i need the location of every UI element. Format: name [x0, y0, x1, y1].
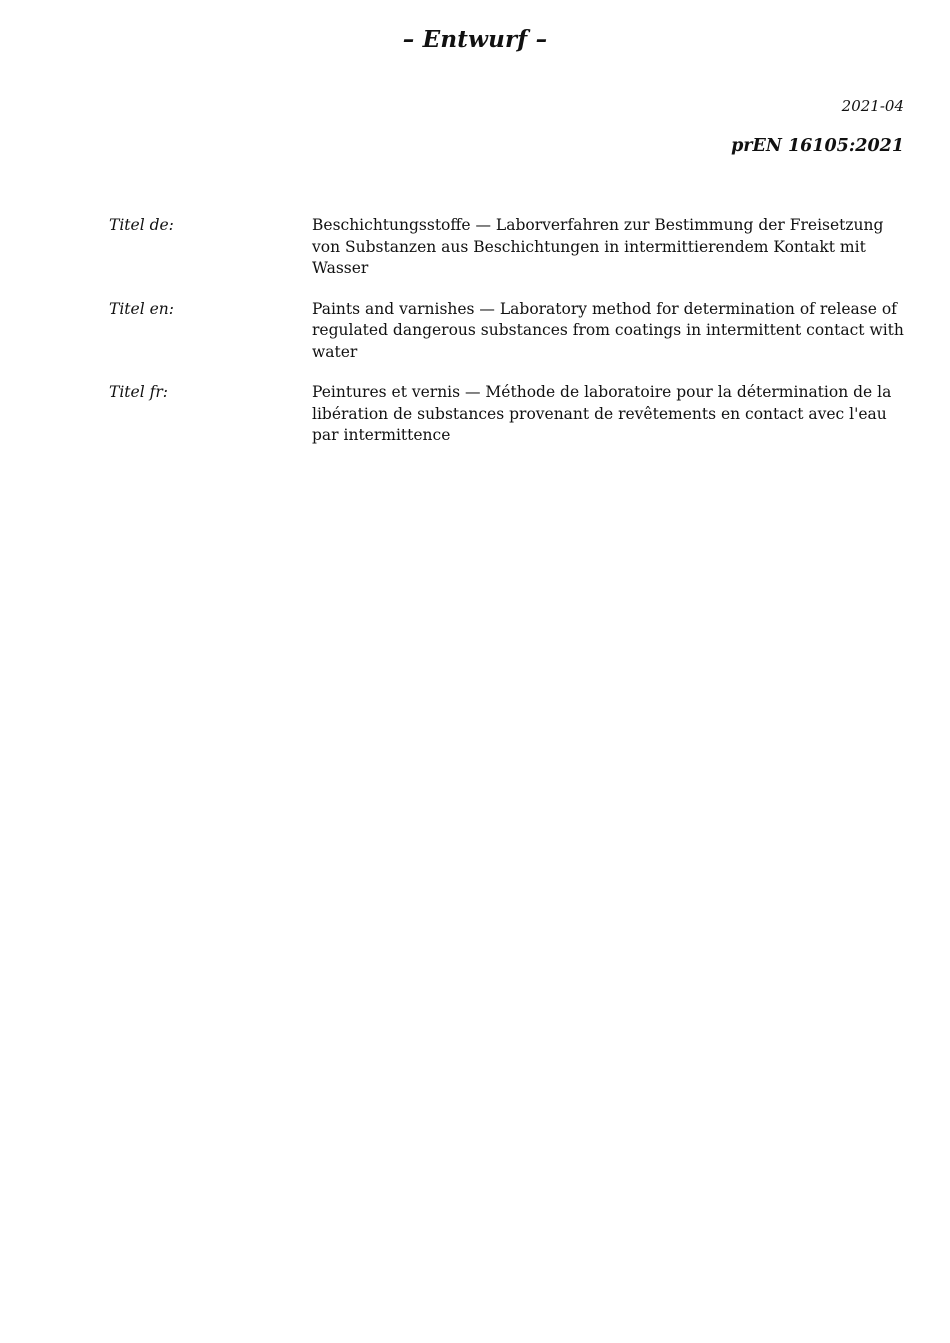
title-label-de: Titel de: — [109, 216, 174, 234]
title-text-fr: Peintures et vernis — Méthode de laboratoire pour la détermination de la libération de substances provenant de revêtements en contact avec l'eau par intermittence — [312, 383, 892, 444]
title-text-en: Paints and varnishes — Laboratory method for determination of release of regulated dangerous substances from coatings in intermittent contact with water — [312, 299, 904, 361]
title-row-de — [109, 215, 904, 280]
title-label-fr: Titel fr: — [109, 383, 168, 401]
title-label-en: Titel en: — [109, 299, 174, 318]
document-number: prEN 16105:2021 — [731, 136, 904, 156]
title-row-en — [109, 299, 904, 364]
draft-heading: – Entwurf – — [402, 26, 548, 53]
title-text-de: Beschichtungsstoffe — Laborverfahren zur Bestimmung der Freisetzung von Substanzen aus Beschichtungen in intermittierendem Kontakt mit Wasser — [312, 216, 884, 277]
titles-table — [109, 215, 904, 466]
document-date: 2021-04 — [841, 97, 904, 115]
title-row-fr — [109, 382, 904, 447]
